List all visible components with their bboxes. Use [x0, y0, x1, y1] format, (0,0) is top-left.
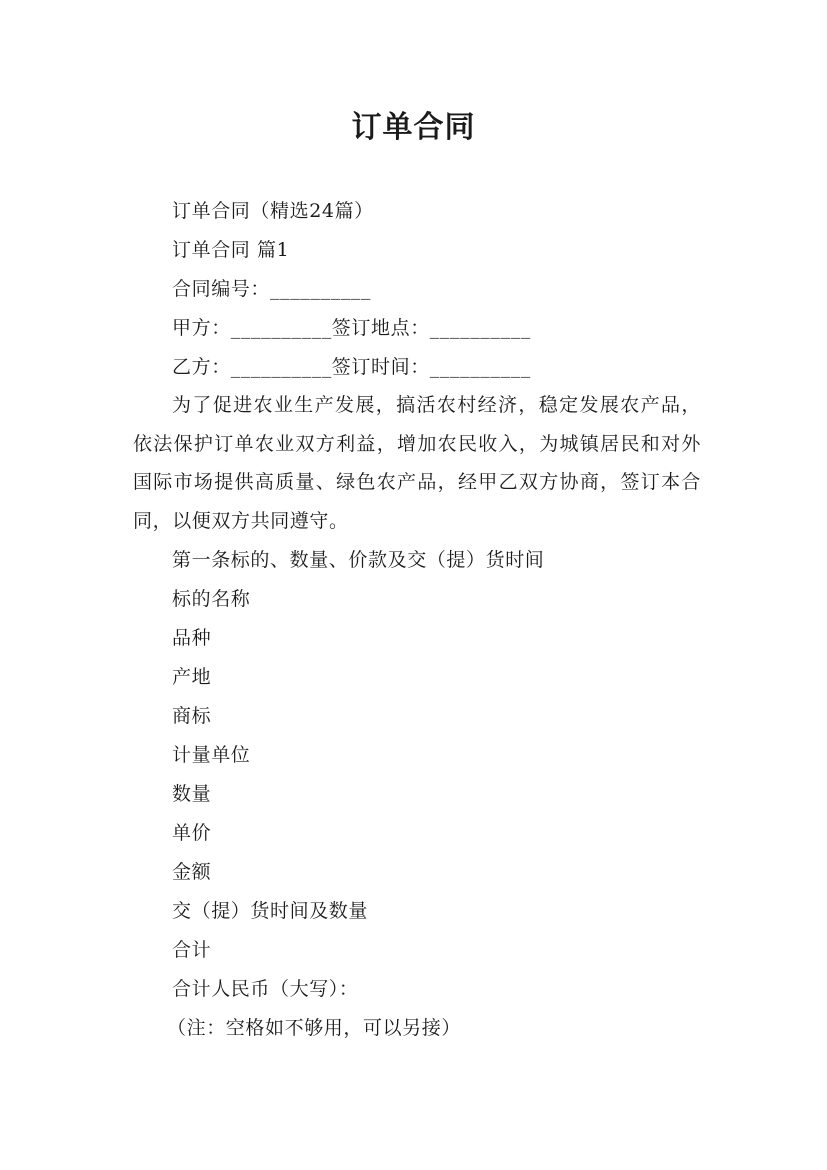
list-item: 合计 — [172, 939, 212, 961]
list-item: 品种 — [172, 627, 212, 649]
list-item: 商标 — [172, 705, 212, 727]
document-title: 订单合同 — [351, 110, 476, 145]
intro-paragraph: 为了促进农业生产发展，搞活农村经济，稳定发展农产品，依法保护订单农业双方利益，增加农民收入，为城镇居民和对外国际市场提供高质量、绿色农产品，经甲乙双方协商，签订本合同，以便双方共同遵守。 — [133, 394, 701, 532]
article-one-heading: 第一条标的、数量、价款及交（提）货时间 — [172, 549, 545, 571]
note-line: （注：空格如不够用，可以另接） — [167, 1017, 462, 1039]
contract-number-line: 合同编号：__________ — [172, 278, 372, 300]
list-item: 计量单位 — [172, 744, 251, 766]
document-subtitle: 订单合同（精选24篇） — [172, 200, 374, 222]
list-item: 单价 — [172, 822, 212, 844]
list-item: 合计人民币（大写）： — [172, 978, 359, 1000]
list-item: 金额 — [172, 861, 212, 883]
list-item: 产地 — [172, 666, 212, 688]
list-item: 交（提）货时间及数量 — [172, 900, 369, 922]
party-b-line: 乙方：__________签订时间：__________ — [172, 356, 531, 378]
list-item: 标的名称 — [172, 588, 251, 610]
list-item: 数量 — [172, 783, 212, 805]
party-a-line: 甲方：__________签订地点：__________ — [172, 317, 531, 339]
section-heading: 订单合同 篇1 — [172, 239, 290, 261]
